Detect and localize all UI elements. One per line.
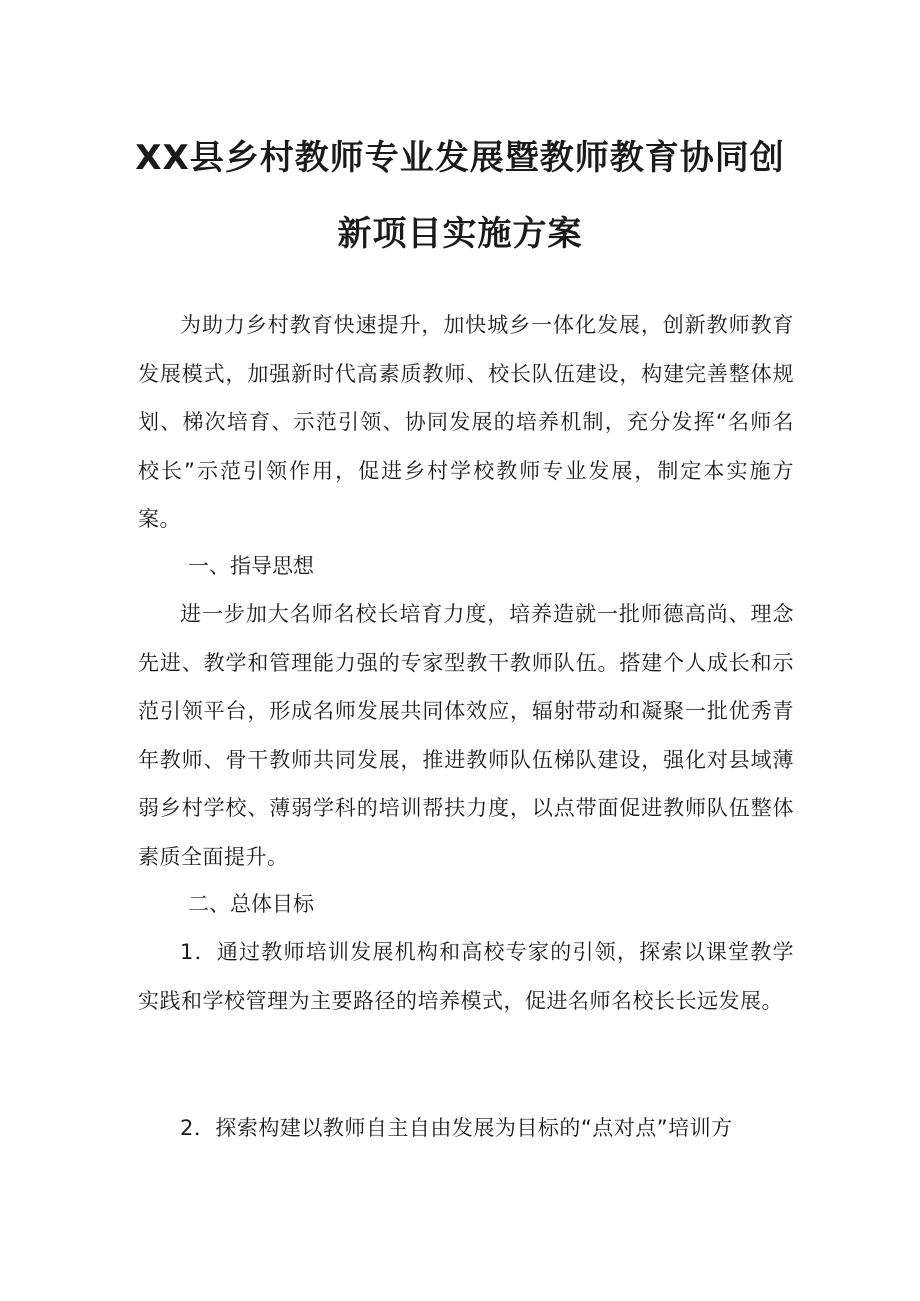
section-1-body: 进一步加大名师名校长培育力度，培养造就一批师德高尚、理念先进、教学和管理能力强的专家型教干教师队伍。搭建个人成长和示范引领平台，形成名师发展共同体效应，辐射带动和凝聚一批优秀青年教师、骨干教师共同发展，推进教师队伍梯队建设，强化对县域薄弱乡村学校、薄弱学科的培训帮扶力度，以点带面促进教师队伍整体素质全面提升。 [138,602,794,869]
goal-item-2: 2．探索构建以教师自主自由发展为目标的“点对点”培训方 [180,1116,733,1140]
section-1-heading: 一、指导思想 [188,554,314,578]
goal-item-1: 1．通过教师培训发展机构和高校专家的引领，探索以课堂教学实践和学校管理为主要路径的培养模式，促进名师名校长长远发展。 [138,940,794,1013]
section-2-heading: 二、总体目标 [188,892,314,916]
intro-paragraph: 为助力乡村教育快速提升，加快城乡一体化发展，创新教师教育发展模式，加强新时代高素质教师、校长队伍建设，构建完善整体规划、梯次培育、示范引领、协同发展的培养机制，充分发挥“名师名校长”示范引领作用，促进乡村学校教师专业发展，制定本实施方案。 [138,313,794,532]
document-title-line-2: 新项目实施方案 [337,214,583,254]
document-title-line-1: XX县乡村教师专业发展暨教师教育协同创 [135,138,785,178]
